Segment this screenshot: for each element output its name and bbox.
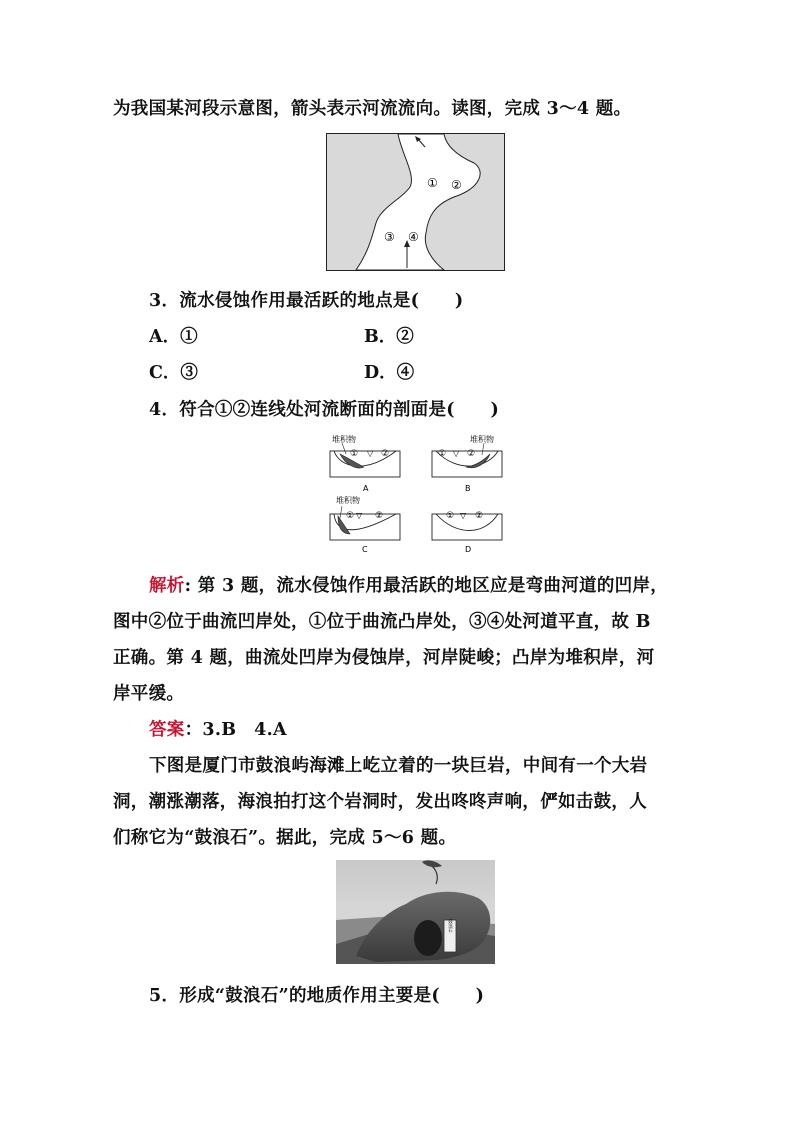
profile-a-water: ▽ <box>367 449 374 458</box>
analysis-line-1 <box>149 572 668 597</box>
river-map <box>326 133 505 271</box>
analysis-line-4: 岸平缓。 <box>113 684 185 704</box>
profile-c <box>330 495 400 554</box>
analysis-label: 解析 <box>149 576 185 596</box>
map-label-4: ④ <box>408 230 419 244</box>
photo-sign-text: 鼓浪石 <box>447 919 453 933</box>
profile-c-mark-2: ② <box>375 511 384 521</box>
profile-a-deposit-label: 堆积物 <box>332 435 356 444</box>
analysis-line-3: 正确。第 4 题，曲流处凹岸为侵蚀岸，河岸陡峻；凸岸为堆积岸，河 <box>113 648 655 668</box>
profile-b-deposit-label: 堆积物 <box>470 435 494 444</box>
profile-d-letter: D <box>465 545 472 554</box>
profile-a-mark-2: ② <box>381 449 390 459</box>
profiles-figure <box>326 430 506 558</box>
q3-option-b: B．② <box>364 327 414 347</box>
analysis-text-1: : 第 3 题，流水侵蚀作用最活跃的地区应是弯曲河道的凹岸， <box>184 576 669 596</box>
profile-b-mark-2: ② <box>467 449 476 459</box>
answer-value: ：3.B 4.A <box>184 720 287 740</box>
profiles <box>326 430 506 554</box>
q3-option-a: A．① <box>149 327 198 347</box>
profile-a-letter: A <box>363 484 369 493</box>
q5-stem: 5．形成“鼓浪石”的地质作用主要是( ) <box>149 986 485 1006</box>
profile-d-mark-2: ② <box>475 511 484 521</box>
profile-b-water: ▽ <box>453 449 460 458</box>
gulang-stone-photo <box>336 860 495 968</box>
profile-a-mark-1: ① <box>350 449 359 459</box>
profile-a <box>330 434 400 493</box>
profile-d-mark-1: ① <box>446 511 455 521</box>
answer-label: 答案 <box>149 720 185 740</box>
passage-line-3: 们称它为“鼓浪石”。据此，完成 5～6 题。 <box>113 828 457 848</box>
q3-option-d: D．④ <box>364 363 415 383</box>
passage-line-1: 下图是厦门市鼓浪屿海滩上屹立着的一块巨岩，中间有一个大岩 <box>149 756 648 776</box>
profile-c-deposit-label: 堆积物 <box>336 496 360 505</box>
profile-b <box>432 434 502 493</box>
profile-d <box>432 511 502 554</box>
analysis-line-2: 图中②位于曲流凹岸处，①位于曲流凸岸处，③④处河道平直，故 B <box>113 612 651 632</box>
profile-d-water: ▽ <box>460 511 467 520</box>
map-label-1: ① <box>427 176 438 190</box>
passage-line-2: 洞，潮涨潮落，海浪拍打这个岩洞时，发出咚咚声响，俨如击鼓，人 <box>113 792 647 812</box>
q3-option-c: C．③ <box>149 363 198 383</box>
river-map-figure <box>326 133 505 275</box>
q4-stem: 4．符合①②连线处河流断面的剖面是( ) <box>149 400 500 420</box>
profile-b-letter: B <box>465 484 471 493</box>
map-label-3: ③ <box>384 230 395 244</box>
profile-c-letter: C <box>362 545 368 554</box>
profile-c-water: ▽ <box>356 511 363 520</box>
q3-stem: 3．流水侵蚀作用最活跃的地点是( ) <box>149 291 464 311</box>
profile-c-mark-1: ① <box>346 511 355 521</box>
profile-b-mark-1: ① <box>438 449 447 459</box>
map-label-2: ② <box>451 178 462 192</box>
intro-line: 为我国某河段示意图，箭头表示河流流向。读图，完成 3～4 题。 <box>113 99 632 119</box>
gulang-stone-image <box>336 860 495 964</box>
answer-line <box>149 716 287 741</box>
